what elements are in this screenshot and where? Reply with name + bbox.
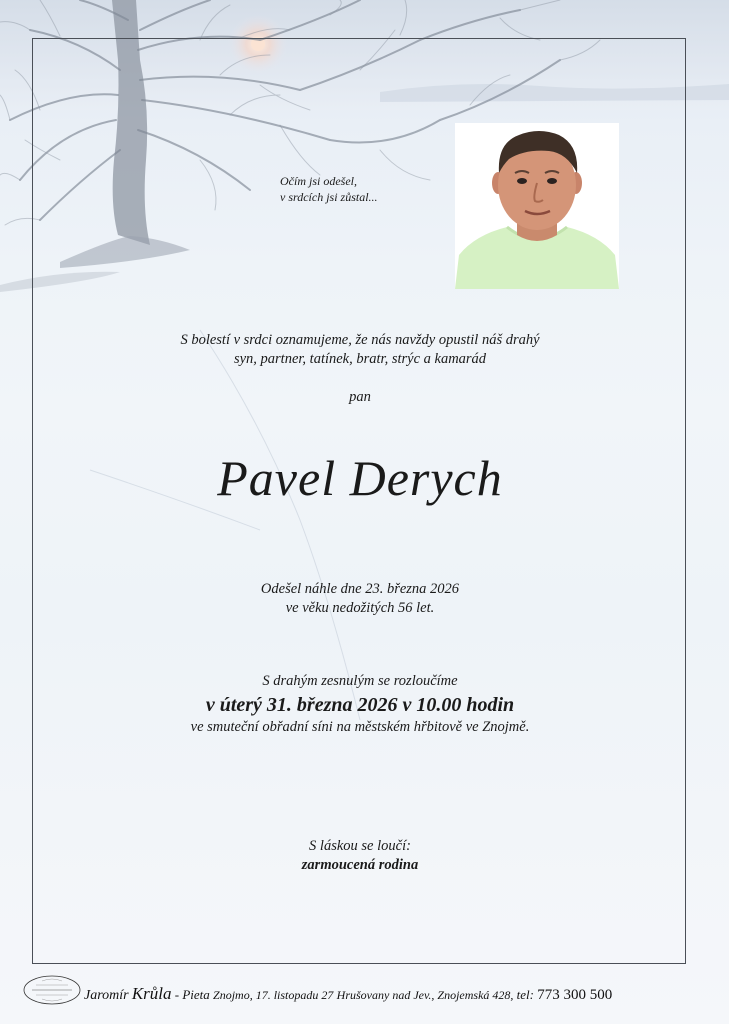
funeral-service-info bbox=[84, 984, 612, 1004]
signoff bbox=[60, 837, 660, 875]
motto-line-1: Očím jsi odešel, bbox=[280, 174, 357, 188]
portrait-illustration bbox=[455, 123, 619, 289]
deceased-name: Pavel Derych bbox=[217, 450, 503, 506]
death-age-line: ve věku nedožitých 56 let. bbox=[285, 600, 435, 616]
address-znojmo: Znojmo, 17. listopadu 27 bbox=[213, 988, 334, 1002]
funeral-service-footer bbox=[0, 968, 729, 1018]
motto bbox=[280, 173, 430, 205]
phone-label: tel: bbox=[516, 987, 534, 1002]
death-details bbox=[60, 580, 660, 618]
announcement-text bbox=[60, 331, 660, 369]
brand-suffix: - Pieta bbox=[174, 987, 210, 1002]
announcement-line-2: syn, partner, tatínek, bratr, strýc a kamarád bbox=[233, 351, 487, 367]
farewell-details bbox=[40, 672, 680, 737]
title-word: pan bbox=[349, 389, 371, 405]
address-hrusovany: Hrušovany nad Jev., Znojemská 428, bbox=[336, 988, 514, 1002]
farewell-place: ve smuteční obřadní síni na městském hřbitově ve Znojmě. bbox=[190, 719, 530, 735]
phone-number: 773 300 500 bbox=[537, 987, 613, 1003]
announcement-line-1: S bolestí v srdci oznamujeme, že nás navždy opustil náš drahý bbox=[180, 332, 540, 348]
motto-line-2: v srdcích jsi zůstal... bbox=[280, 190, 378, 204]
brand-name: Krůla bbox=[131, 984, 172, 1003]
farewell-intro: S drahým zesnulým se rozloučíme bbox=[262, 673, 458, 689]
funeral-service-logo bbox=[22, 973, 82, 1007]
signoff-family: zarmoucená rodina bbox=[301, 857, 419, 873]
farewell-date: v úterý 31. března 2026 v 10.00 hodin bbox=[205, 694, 515, 716]
signoff-line: S láskou se loučí: bbox=[309, 838, 411, 854]
brand-first-name: Jaromír bbox=[84, 988, 129, 1003]
death-date-line: Odešel náhle dne 23. března 2026 bbox=[260, 581, 460, 597]
portrait-photo bbox=[455, 123, 619, 289]
